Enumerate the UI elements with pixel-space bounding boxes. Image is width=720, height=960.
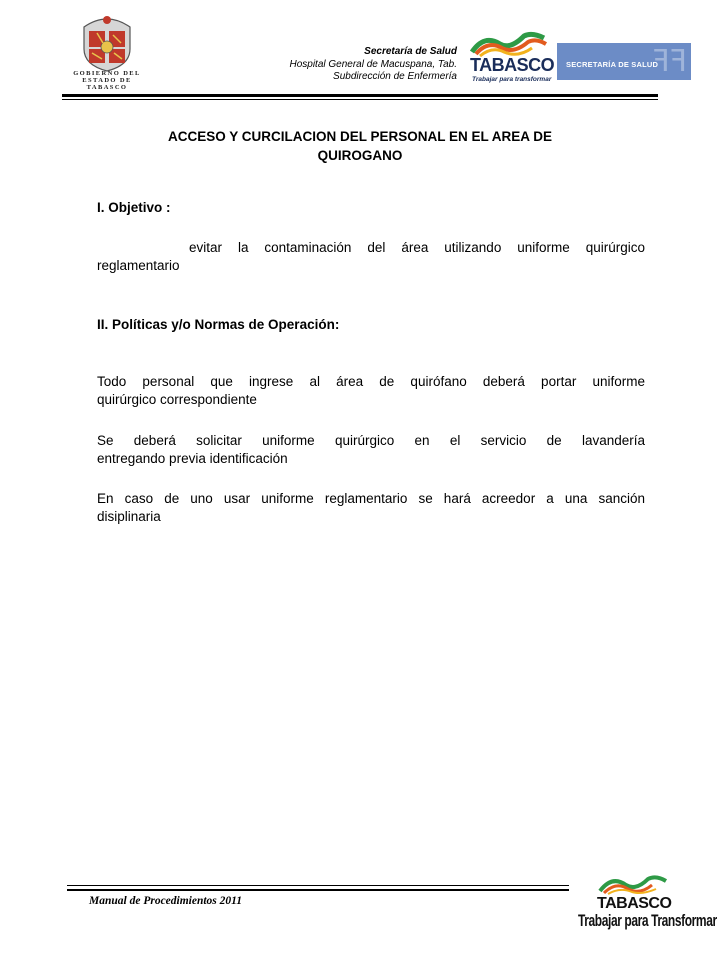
ss-decor-icon: ꟻꟻ (652, 44, 687, 79)
section-policies-heading: II. Políticas y/o Normas de Operación: (97, 317, 340, 332)
org-subdireccion: Subdirección de Enfermería (333, 71, 457, 82)
seal-caption: GOBIERNO DEL ESTADO DE TABASCO (73, 70, 141, 91)
section-objective-heading: I. Objetivo : (97, 200, 171, 215)
institution-header-text (289, 46, 457, 84)
tabasco-tagline: Trabajar para transformar (472, 76, 552, 83)
document-title: ACCESO Y CURCILACION DEL PERSONAL EN EL AREA DE QUIROGANO (167, 129, 553, 163)
secretaria-de-salud-logo (557, 43, 691, 80)
footer-logo-tagline: Trabajar para Transformar (578, 911, 717, 930)
org-hospital: Hospital General de Macuspana, Tab. (289, 58, 457, 70)
header-divider (62, 94, 658, 100)
objective-paragraph: evitar la contaminación del área utilizando uniforme quirúrgico reglamentario (97, 240, 645, 273)
footer-logo-wordmark: TABASCO (597, 895, 672, 912)
policy-paragraph-2: Se deberá solicitar uniforme quirúrgico en el servicio de lavandería entregando previa identificación (97, 433, 645, 466)
policy-paragraph-3: En caso de uno usar uniforme reglamentario se hará acreedor a una sanción disiplinaria (97, 491, 645, 524)
ss-logo-text: SECRETARÍA DE SALUD (566, 60, 659, 69)
footer-divider (67, 885, 569, 891)
org-secretaria: Secretaría de Salud (364, 46, 457, 57)
policy-paragraph-1: Todo personal que ingrese al área de quirófano deberá portar uniforme quirúrgico correspondiente (97, 374, 645, 407)
tabasco-wordmark: TABASCO (470, 55, 555, 75)
manual-label: Manual de Procedimientos 2011 (89, 895, 243, 907)
